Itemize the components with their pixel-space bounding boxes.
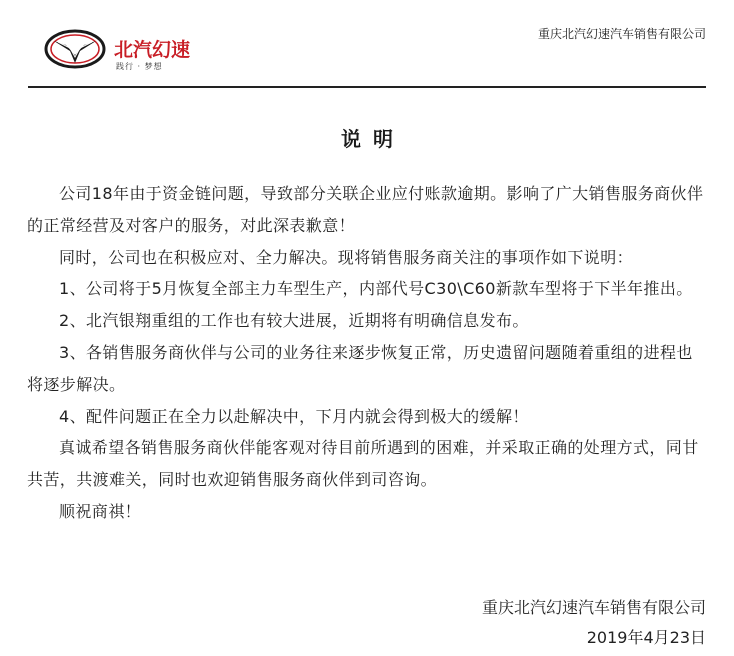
paragraph-apology: 公司18年由于资金链问题，导致部分关联企业应付账款逾期。影响了广大销售服务商伙伴的正常经营及对客户的服务，对此深表歉意！ <box>27 184 704 235</box>
brand-slogan: 践行 · 梦想 <box>116 62 163 71</box>
paragraph-salutation: 顺祝商祺！ <box>59 501 142 521</box>
header-company-name: 重庆北汽幻速汽车销售有限公司 <box>537 27 706 41</box>
letterhead <box>28 18 706 88</box>
document-title: 说明 <box>341 127 405 151</box>
signature-date: 2019年4月23日 <box>586 628 706 647</box>
brand-name: 北汽幻速 <box>114 39 191 61</box>
paragraph-item-3: 3、各销售服务商伙伴与公司的业务往来逐步恢复正常，历史遗留问题随着重组的进程也将逐步解决。 <box>27 342 693 394</box>
document-body <box>27 178 709 528</box>
paragraph-item-1: 1、公司将于5月恢复全部主力车型生产，内部代号C30\C60新款车型将于下半年推出。 <box>59 279 693 299</box>
paragraph-closing: 真诚希望各销售服务商伙伴能客观对待目前所遇到的困难，并采取正确的处理方式，同甘共苦，共渡难关，同时也欢迎销售服务商伙伴到司咨询。 <box>27 438 699 490</box>
signature-company: 重庆北汽幻速汽车销售有限公司 <box>481 598 706 617</box>
paragraph-item-2: 2、北汽银翔重组的工作也有较大进展，近期将有明确信息发布。 <box>59 311 529 331</box>
paragraph-intro: 同时，公司也在积极应对、全力解决。现将销售服务商关注的事项作如下说明： <box>59 247 634 267</box>
paragraph-item-4: 4、配件问题正在全力以赴解决中，下月内就会得到极大的缓解！ <box>59 406 529 426</box>
beiqi-huansu-logo-icon <box>44 29 106 69</box>
signature-block <box>482 593 706 653</box>
